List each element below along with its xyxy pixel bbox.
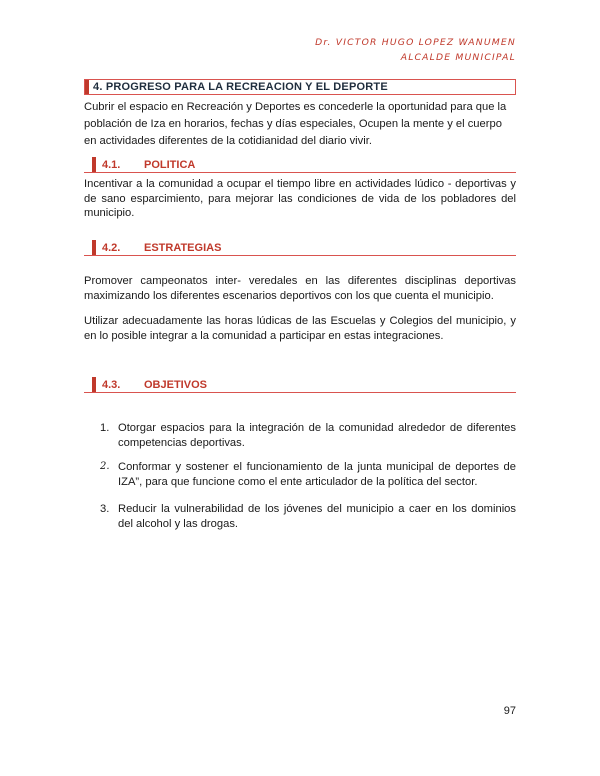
subsection-number: 4.2. — [102, 241, 121, 254]
header-author: Dr. VICTOR HUGO LOPEZ WANUMEN — [315, 37, 516, 48]
subsection-heading-politica — [84, 157, 516, 173]
politica-text: Incentivar a la comunidad a ocupar el tiempo libre en actividades lúdico - deportivas y de sano esparcimiento, para mejorar las condiciones de vida de los pobladores del municipio. — [84, 178, 516, 219]
page-number: 97 — [503, 705, 516, 717]
subsection-title: POLITICA — [144, 158, 196, 171]
list-marker: 3. — [100, 503, 110, 515]
list-item — [84, 460, 516, 489]
list-marker: 1. — [100, 422, 110, 434]
list-item — [84, 502, 516, 531]
estrategias-paragraph: Utilizar adecuadamente las horas lúdicas de las Escuelas y Colegios del municipio, y en lo posible integrar a la comunidad a participar en estas integraciones. — [84, 315, 516, 342]
section-heading — [84, 79, 516, 95]
running-header — [315, 35, 516, 65]
heading-accent-bar — [92, 157, 96, 172]
list-marker: 2. — [100, 461, 110, 472]
heading-accent-bar — [85, 80, 89, 94]
subsection-number: 4.3. — [102, 378, 121, 391]
objetivos-list — [84, 460, 516, 489]
list-item — [84, 421, 516, 450]
section-intro: Cubrir el espacio en Recreación y Deportes es concederle la oportunidad para que la población de Iza en horarios, fechas y días especiales, Ocupen la mente y el cuerpo en actividades diferentes de la cotidianidad del diario vivir. — [84, 101, 507, 147]
list-item-text: Conformar y sostener el funcionamiento de la junta municipal de deportes de IZA”, para que funcione como el ente articulador de la política del sector. — [118, 461, 516, 488]
subsection-heading-objetivos — [84, 377, 516, 393]
estrategias-paragraph: Promover campeonatos inter- veredales en las diferentes disciplinas deportivas maximizando los diferentes escenarios deportivos con los que cuenta el municipio. — [84, 275, 516, 302]
subsection-number: 4.1. — [102, 158, 121, 171]
section-title: 4. PROGRESO PARA LA RECREACION Y EL DEPORTE — [93, 81, 388, 93]
list-item-text: Reducir la vulnerabilidad de los jóvenes del municipio a caer en los dominios del alcohol y las drogas. — [118, 503, 516, 530]
list-item-text: Otorgar espacios para la integración de la comunidad alrededor de diferentes competencias deportivas. — [118, 422, 516, 449]
subsection-heading-estrategias — [84, 240, 516, 256]
heading-accent-bar — [92, 377, 96, 392]
objetivos-list — [84, 502, 516, 531]
subsection-title: OBJETIVOS — [144, 378, 207, 391]
objetivos-list — [84, 421, 516, 450]
subsection-title: ESTRATEGIAS — [144, 241, 222, 254]
heading-accent-bar — [92, 240, 96, 255]
header-role: ALCALDE MUNICIPAL — [400, 52, 516, 63]
